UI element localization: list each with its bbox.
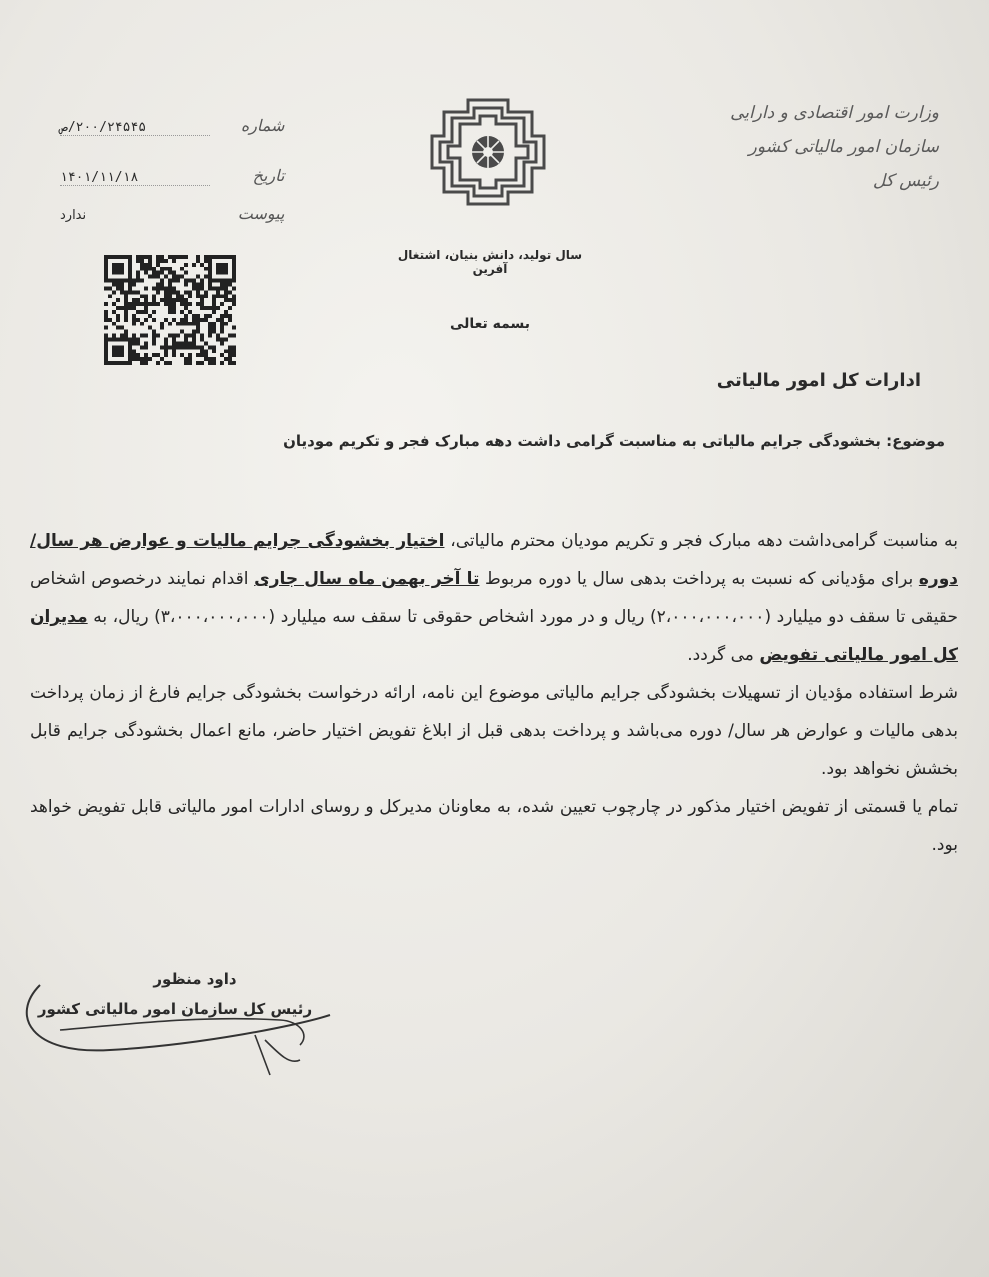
basmala: بسمه تعالی	[449, 316, 531, 332]
paragraph-3: تمام یا قسمتی از تفویض اختیار مذکور در چارچوب تعیین شده، به معاونان مدیرکل و روسای ادارات امور مالیاتی قابل تفویض خواهد بود.	[30, 797, 958, 855]
attachment-value: ندارد	[60, 208, 87, 223]
p1-text-a: به مناسبت گرامی‌داشت دهه مبارک فجر و تکریم مودیان محترم مالیاتی،	[444, 531, 958, 551]
recipient: ادارات کل امور مالیاتی	[716, 370, 921, 391]
ministry-name: وزارت امور اقتصادی و دارایی	[730, 103, 939, 123]
date-value: ۱۴۰۱/۱۱/۱۸	[60, 170, 210, 186]
year-motto: سال تولید، دانش بنیان، اشتغال آفرین	[397, 248, 583, 276]
p1-highlight-delegation: مدیران کل امور مالیاتی تفویض	[30, 607, 958, 665]
paragraph-2: شرط استفاده مؤدیان از تسهیلات بخشودگی جرایم مالیاتی موضوع این نامه، ارائه درخواست بخشودگی جرایم فارغ از زمان پرداخت بدهی مالیات و عوارض هر سال/ دوره می‌باشد و پرداخت بدهی قبل از ابلاغ تفویض اختیار حاضر، مانع اعمال بخشودگی جرایم قابل بخشش نخواهد بود.	[30, 683, 958, 779]
letter-number-row	[60, 116, 284, 136]
p1-highlight-deadline: تا آخر بهمن ماه سال جاری	[254, 569, 480, 589]
p1-highlight-authority: اختیار بخشودگی جرایم مالیات و عوارض هر سال/ دوره	[30, 531, 958, 589]
p1-text-b: برای مؤدیانی که نسبت به پرداخت بدهی سال یا دوره مربوط	[479, 569, 919, 589]
letter-date-row	[60, 166, 284, 186]
emblem-icon	[428, 96, 548, 208]
letter-attachment-row	[60, 204, 284, 223]
subject-line: موضوع: بخشودگی جرایم مالیاتی به مناسبت گرامی داشت دهه مبارک فجر و تکریم مودیان	[283, 432, 945, 450]
p1-text-c: اقدام نمایند درخصوص اشخاص حقیقی تا سقف دو میلیارد (۲،۰۰۰،۰۰۰،۰۰۰) ریال و در مورد اشخاص حقوقی تا سقف سه میلیارد (۳،۰۰۰،۰۰۰،۰۰۰) ریال، به	[30, 569, 958, 627]
organization-name: سازمان امور مالیاتی کشور	[748, 137, 939, 157]
signer-name: داود منظور	[153, 970, 237, 988]
date-label: تاریخ	[252, 166, 285, 185]
paragraph-1	[30, 522, 958, 674]
number-label: شماره	[240, 116, 285, 135]
number-value: ۲۰۰/۲۴۵۴۵/ص	[60, 120, 210, 136]
org-header	[679, 96, 939, 198]
attachment-label: پیوست	[237, 204, 285, 223]
office-name: رئیس کل	[872, 171, 939, 191]
p1-text-d: می گردد.	[687, 645, 760, 665]
signer-title: رئیس کل سازمان امور مالیاتی کشور	[37, 1000, 313, 1018]
letter-body	[30, 522, 958, 864]
qr-code-icon	[104, 255, 236, 365]
